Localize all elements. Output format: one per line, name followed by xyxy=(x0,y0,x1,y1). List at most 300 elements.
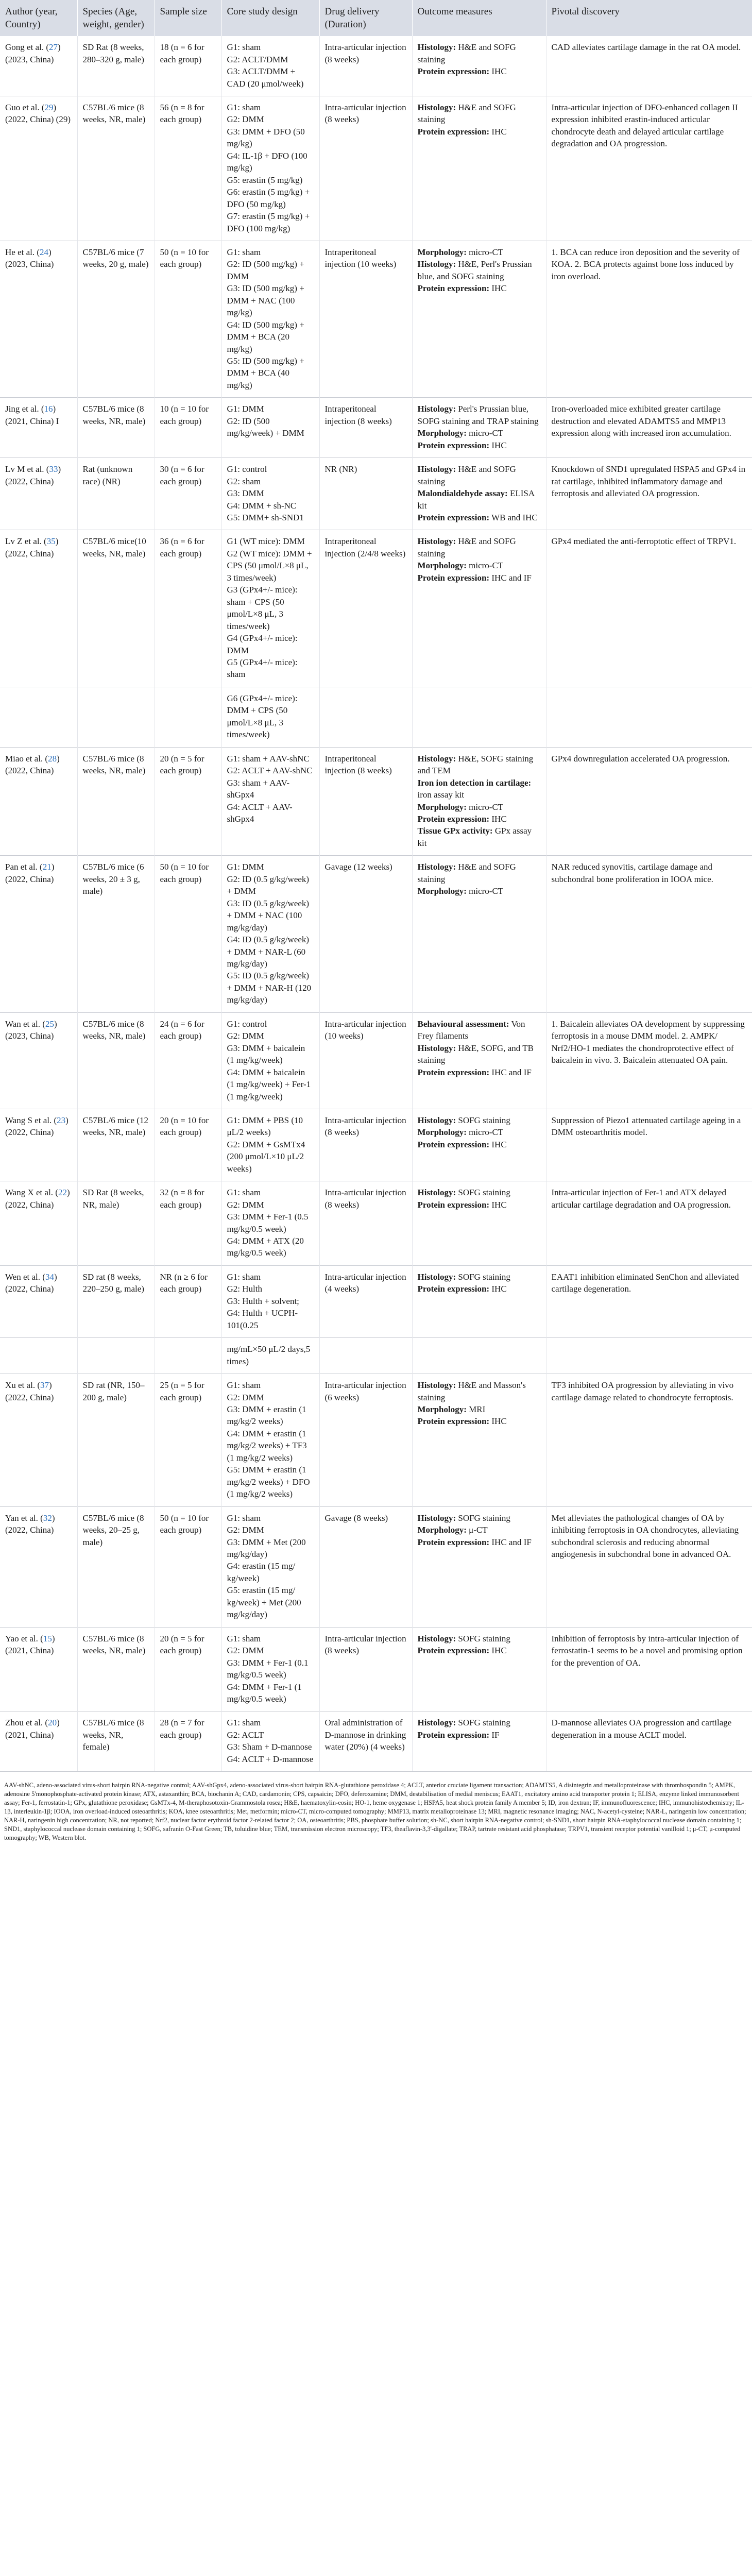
column-header: Drug delivery (Duration) xyxy=(319,0,412,36)
species-cell: C57BL/6 mice (8 weeks, NR, male) xyxy=(77,96,155,241)
outcome-method: IHC xyxy=(489,1646,507,1656)
sample-size-cell: 50 (n = 10 for each group) xyxy=(155,1506,221,1627)
outcome-label: Malondialdehyde assay: xyxy=(417,488,508,499)
column-header: Author (year, Country) xyxy=(0,0,77,36)
outcome-measures-cell xyxy=(412,1338,546,1374)
outcome-measures-cell xyxy=(412,747,546,856)
author-cell xyxy=(0,36,77,96)
outcome-method: micro-CT xyxy=(466,428,504,438)
outcome-measures-cell xyxy=(412,1711,546,1771)
design-group: G3: Sham + D-mannose xyxy=(227,1742,312,1752)
species-cell: C57BL/6 mice (8 weeks, NR, male) xyxy=(77,1012,155,1109)
outcome-label: Histology: xyxy=(417,404,456,414)
sample-size-cell xyxy=(155,687,221,747)
outcome-item xyxy=(418,1283,541,1295)
table-row xyxy=(0,747,752,856)
pivotal-discovery-cell: Met alleviates the pathological changes of OA by inhibiting ferroptosis in OA chondrocytes, alleviating subchondral sclerosis and reducing abnormal angiogenesis in subchondral bone in advanced OA. xyxy=(546,1506,752,1627)
design-group: G2: DMM xyxy=(227,1031,264,1041)
species-cell: C57BL/6 mice (8 weeks, NR, female) xyxy=(77,1711,155,1771)
pivotal-discovery-cell: EAAT1 inhibition eliminated SenChon and alleviated cartilage degeneration. xyxy=(546,1265,752,1337)
table-row xyxy=(0,1506,752,1627)
column-header: Outcome measures xyxy=(412,0,546,36)
outcome-measures-cell xyxy=(412,687,546,747)
design-group: G3 (GPx4+/- mice): sham + CPS (50 μmol/L×8 μL, 3 times/week) xyxy=(227,585,298,631)
outcome-label: Tissue GPx activity: xyxy=(417,826,493,836)
design-group: G7: erastin (5 mg/kg) + DFO (100 mg/kg) xyxy=(227,211,310,233)
pivotal-discovery-cell: Knockdown of SND1 upregulated HSPA5 and GPx4 in rat cartilage, inhibited inflammatory damage and ferroptosis and alleviated OA progression. xyxy=(546,458,752,530)
pivotal-discovery-cell: GPx4 mediated the anti-ferroptotic effect of TRPV1. xyxy=(546,530,752,687)
reference-link[interactable]: 32 xyxy=(43,1513,52,1523)
outcome-item xyxy=(418,1524,541,1536)
design-group: G5: erastin (5 mg/kg) xyxy=(227,175,303,185)
outcome-label: Protein expression: xyxy=(417,283,490,294)
author-cell xyxy=(0,687,77,747)
author-name: Lv M et al. ( xyxy=(5,464,49,474)
author-cell xyxy=(0,398,77,458)
outcome-label: Histology: xyxy=(417,1513,456,1523)
outcome-item xyxy=(418,1066,541,1078)
outcome-item xyxy=(418,65,541,77)
table-footnote: AAV-shNC, adeno-associated virus-short hairpin RNA-negative control; AAV-shGpx4, adeno-associated virus-short hairpin RNA-glutathione peroxidase 4; ACLT, anterior cruciate ligament transaction; ADAMTS5, A disintegrin and metalloproteinase with thrombospondin 5; AMPK, adenosine 5'monophosphate-activated protein kinase; ATX, astaxanthin; BCA, biochanin A; CAD, cardamonin; CPS, capsaicin; DFO, deferoxamine; DMM, destabilisation of medial meniscus; EAAT1, excitatory amino acid transporter protein 1; ELISA, enzyme linked immunosorbent assay; Fer-1, ferrostatin-1; GPx, glutathione peroxidase; GsMTx-4, M-theraphosotoxin-Grammostola rosea; H&E, haematoxylin-eosin; HO-1, heme oxygenase 1; HSPA5, heat shock protein family A member 5; ID, iron dextran; IF, immunofluorescence; IHC, immunohistochemistry; IL-1β, interleukin-1β; IOOA, iron overload-induced osteoarthritis; KOA, knee osteoarthritis; Met, metformin; micro-CT, micro-computed tomography; MMP13, matrix metalloproteinase 13; MRI, magnetic resonance imaging; NAC, N-acetyl-cysteine; NAR-L, naringenin low concentration; NAR-H, naringenin high concentration; NR, not reported; Nrf2, nuclear factor erythroid factor 2-related factor 2; OA, osteoarthritis; PBS, phosphate buffer solution; sh-NC, short hairpin RNA-negative control; sh-SND1, short hairpin RNA-staphylococcal nuclease domain containing 1; SND1, staphylococcal nuclease domain containing 1; SOFG, safranin O-Fast Green; TB, toluidine blue; TEM, transmission electron microscopy; TF3, theaflavin-3,3'-digallate; TRAP, tartrate resistant acid phosphatase; TRPV1, transient receptor potential vanilloid 1; μ-CT, μ-computed tomography; WB, Western blot. xyxy=(0,1771,752,1848)
outcome-item xyxy=(418,41,541,65)
design-group: G3: DMM + Fer-1 (0.1 mg/kg/0.5 week) xyxy=(227,1657,309,1680)
table-row xyxy=(0,1627,752,1711)
outcome-item xyxy=(418,1717,541,1728)
species-cell: C57BL/6 mice (8 weeks, NR, male) xyxy=(77,398,155,458)
species-cell xyxy=(77,1338,155,1374)
reference-link[interactable]: 24 xyxy=(40,247,49,257)
author-name: Guo et al. ( xyxy=(5,102,45,112)
author-name: Zhou et al. ( xyxy=(5,1718,48,1728)
outcome-label: Histology: xyxy=(417,753,456,764)
design-group: G5: erastin (15 mg/ kg/week) + Met (200 mg/kg/day) xyxy=(227,1585,301,1620)
author-name: He et al. ( xyxy=(5,247,40,257)
outcome-method: micro-CT xyxy=(466,1127,504,1138)
pivotal-discovery-cell: Suppression of Piezo1 attenuated cartilage ageing in a DMM osteoarthritis model. xyxy=(546,1109,752,1181)
design-group: G4: ACLT + AAV-shGpx4 xyxy=(227,802,293,824)
drug-delivery-cell: Intra-articular injection (10 weeks) xyxy=(319,1012,412,1109)
design-group: G4: ACLT + D-mannose xyxy=(227,1754,314,1764)
pivotal-discovery-cell: TF3 inhibited OA progression by alleviating in vivo cartilage damage related to chondrocyte ferroptosis. xyxy=(546,1374,752,1507)
drug-delivery-cell: Intra-articular injection (8 weeks) xyxy=(319,1109,412,1181)
outcome-label: Histology: xyxy=(417,862,456,872)
design-group: G2: DMM xyxy=(227,1199,264,1210)
outcome-label: Morphology: xyxy=(417,1127,467,1138)
outcome-item xyxy=(418,801,541,813)
author-name: Xu et al. ( xyxy=(5,1380,40,1391)
design-group: G4: ID (500 mg/kg) + DMM + BCA (20 mg/kg) xyxy=(227,319,304,354)
outcome-item xyxy=(418,427,541,439)
outcome-method: Von Frey filaments xyxy=(417,1019,525,1041)
outcome-label: Morphology: xyxy=(417,428,467,438)
design-group: G2: ID (0.5 g/kg/week) + DMM xyxy=(227,874,310,896)
design-group: G1: control xyxy=(227,1019,267,1029)
author-year-country: ) (2021, China) xyxy=(5,1718,60,1740)
author-cell xyxy=(0,747,77,856)
reference-link[interactable]: 34 xyxy=(45,1272,54,1282)
design-group: G2: DMM + GsMTx4 (200 μmol/L×10 μL/2 weeks) xyxy=(227,1139,305,1174)
species-cell: C57BL/6 mice (12 weeks, NR, male) xyxy=(77,1109,155,1181)
outcome-item xyxy=(418,1536,541,1548)
outcome-method: micro-CT xyxy=(466,247,504,257)
outcome-item xyxy=(418,885,541,897)
outcome-item xyxy=(418,1187,541,1198)
author-name: Yan et al. ( xyxy=(5,1513,43,1523)
outcome-label: Protein expression: xyxy=(417,814,490,824)
outcome-label: Morphology: xyxy=(417,561,467,571)
outcome-method: WB and IHC xyxy=(489,513,538,523)
outcome-item xyxy=(418,1403,541,1415)
author-cell xyxy=(0,1374,77,1507)
sample-size-cell: 50 (n = 10 for each group) xyxy=(155,241,221,397)
design-group: G3: DMM + erastin (1 mg/kg/2 weeks) xyxy=(227,1404,306,1427)
species-cell: SD Rat (8 weeks, 280–320 g, male) xyxy=(77,36,155,96)
reference-link[interactable]: 23 xyxy=(57,1115,66,1125)
study-design-cell xyxy=(221,36,319,96)
author-cell xyxy=(0,1012,77,1109)
outcome-method: ELISA kit xyxy=(417,488,535,511)
sample-size-cell: 10 (n = 10 for each group) xyxy=(155,398,221,458)
design-group: G5: DMM + erastin (1 mg/kg/2 weeks) + DFO (1 mg/kg/2 weeks) xyxy=(227,1465,310,1499)
outcome-item xyxy=(418,825,541,849)
author-year-country: ) (2022, China) xyxy=(5,536,59,558)
drug-delivery-cell: Intra-articular injection (8 weeks) xyxy=(319,96,412,241)
outcome-method: SOFG staining xyxy=(456,1188,510,1198)
drug-delivery-cell: Intra-articular injection (8 weeks) xyxy=(319,1627,412,1711)
table-row xyxy=(0,458,752,530)
outcome-method: IHC xyxy=(489,1284,507,1294)
author-cell xyxy=(0,1181,77,1266)
outcome-label: Histology: xyxy=(417,1380,456,1391)
design-group: G3: ID (500 mg/kg) + DMM + NAC (100 mg/kg) xyxy=(227,283,304,318)
reference-link[interactable]: 20 xyxy=(48,1718,57,1728)
study-design-cell xyxy=(221,687,319,747)
design-group: G2: ACLT xyxy=(227,1730,264,1740)
sample-size-cell: 30 (n = 6 for each group) xyxy=(155,458,221,530)
outcome-label: Protein expression: xyxy=(417,1646,490,1656)
design-group: G4: Hulth + UCPH-101(0.25 xyxy=(227,1308,298,1330)
outcome-method: IHC xyxy=(489,814,507,824)
reference-link[interactable]: 22 xyxy=(58,1188,67,1198)
outcome-measures-cell xyxy=(412,398,546,458)
table-row xyxy=(0,856,752,1012)
design-group: G3: ID (0.5 g/kg/week) + DMM + NAC (100 mg/kg/day) xyxy=(227,898,310,933)
outcome-label: Protein expression: xyxy=(417,66,490,77)
author-name: Wang X et al. ( xyxy=(5,1188,58,1198)
outcome-measures-cell xyxy=(412,241,546,397)
outcome-label: Histology: xyxy=(417,42,456,53)
species-cell: Rat (unknown race) (NR) xyxy=(77,458,155,530)
outcome-label: Protein expression: xyxy=(417,1730,490,1740)
design-group: G1: sham xyxy=(227,1380,261,1391)
outcome-label: Histology: xyxy=(417,536,456,547)
design-group: G4 (GPx4+/- mice): DMM xyxy=(227,633,298,655)
outcome-item xyxy=(418,487,541,512)
drug-delivery-cell xyxy=(319,1338,412,1374)
design-group: G1 (WT mice): DMM xyxy=(227,536,305,547)
outcome-method: GPx assay kit xyxy=(417,826,532,848)
outcome-method: IHC and IF xyxy=(489,572,532,583)
outcome-label: Protein expression: xyxy=(417,513,490,523)
author-name: Wan et al. ( xyxy=(5,1019,45,1029)
pivotal-discovery-cell: 1. BCA can reduce iron deposition and the severity of KOA. 2. BCA protects against bone loss induced by iron overload. xyxy=(546,241,752,397)
study-design-cell xyxy=(221,747,319,856)
outcome-method: H&E and SOFG staining xyxy=(417,42,516,64)
design-group: G1: sham xyxy=(227,102,261,112)
design-group: G3: DMM + Fer-1 (0.5 mg/kg/0.5 week) xyxy=(227,1212,309,1234)
outcome-method: IHC and IF xyxy=(489,1537,532,1547)
design-group: G3: DMM + DFO (50 mg/kg) xyxy=(227,126,305,149)
design-group: G6: erastin (5 mg/kg) + DFO (50 mg/kg) xyxy=(227,187,310,209)
species-cell: SD Rat (8 weeks, NR, male) xyxy=(77,1181,155,1266)
drug-delivery-cell: Intraperitoneal injection (2/4/8 weeks) xyxy=(319,530,412,687)
outcome-method: H&E and SOFG staining xyxy=(417,862,516,884)
outcome-method: H&E, Perl's Prussian blue, and SOFG staining xyxy=(417,259,532,281)
design-group: G2: DMM xyxy=(227,1646,264,1656)
author-year-country: ) (2022, China) xyxy=(5,464,61,486)
author-year-country: ) (2022, China) xyxy=(5,1188,70,1210)
outcome-method: micro-CT xyxy=(466,561,504,571)
pivotal-discovery-cell: D-mannose alleviates OA progression and cartilage degeneration in a mouse ACLT model. xyxy=(546,1711,752,1771)
outcome-label: Histology: xyxy=(417,259,456,269)
author-cell xyxy=(0,1627,77,1711)
outcome-method: IHC and IF xyxy=(489,1067,532,1077)
design-group: G2: ACLT + AAV-shNC xyxy=(227,766,313,776)
design-group: G5 (GPx4+/- mice): sham xyxy=(227,657,298,680)
author-year-country: ) (2022, China) xyxy=(5,1513,55,1535)
column-header: Core study design xyxy=(221,0,319,36)
reference-link[interactable]: 25 xyxy=(45,1019,54,1029)
species-cell: C57BL/6 mice (8 weeks, NR, male) xyxy=(77,1627,155,1711)
sample-size-cell: 24 (n = 6 for each group) xyxy=(155,1012,221,1109)
column-header: Pivotal discovery xyxy=(546,0,752,36)
sample-size-cell xyxy=(155,1338,221,1374)
species-cell xyxy=(77,687,155,747)
outcome-measures-cell xyxy=(412,856,546,1012)
outcome-label: Histology: xyxy=(417,1633,456,1643)
outcome-label: Protein expression: xyxy=(417,1284,490,1294)
outcome-method: Perl's Prussian blue, SOFG staining and TRAP staining xyxy=(417,404,539,426)
table-row xyxy=(0,1181,752,1266)
design-group: G1: sham xyxy=(227,1633,261,1643)
design-group: G4: DMM + Fer-1 (1 mg/kg/0.5 week) xyxy=(227,1682,302,1704)
drug-delivery-cell: Intra-articular injection (4 weeks) xyxy=(319,1265,412,1337)
reference-link[interactable]: 15 xyxy=(43,1633,52,1643)
outcome-method: IHC xyxy=(489,1139,507,1149)
study-design-cell xyxy=(221,458,319,530)
drug-delivery-cell: Intra-articular injection (8 weeks) xyxy=(319,1181,412,1266)
pivotal-discovery-cell xyxy=(546,1338,752,1374)
design-group: G1: DMM xyxy=(227,404,264,414)
design-group: G1: sham xyxy=(227,247,261,257)
outcome-item xyxy=(418,463,541,487)
study-design-cell xyxy=(221,1012,319,1109)
author-cell xyxy=(0,1506,77,1627)
study-design-cell xyxy=(221,1711,319,1771)
outcome-method: SOFG staining xyxy=(456,1272,510,1282)
design-group: G2: DMM xyxy=(227,1392,264,1402)
column-header: Sample size xyxy=(155,0,221,36)
outcome-item xyxy=(418,282,541,294)
design-group: G4: IL-1β + DFO (100 mg/kg) xyxy=(227,150,307,173)
drug-delivery-cell: Gavage (8 weeks) xyxy=(319,1506,412,1627)
outcome-item xyxy=(418,1199,541,1211)
table-row xyxy=(0,1711,752,1771)
outcome-item xyxy=(418,258,541,282)
reference-link[interactable]: 27 xyxy=(48,42,58,53)
sample-size-cell: 20 (n = 5 for each group) xyxy=(155,747,221,856)
outcome-label: Protein expression: xyxy=(417,126,490,137)
outcome-method: IHC xyxy=(489,1416,507,1427)
pivotal-discovery-cell: 1. Baicalein alleviates OA development by suppressing ferroptosis in a mouse DMM model. 2. AMPK/ Nrf2/HO-1 mediates the chondroprotective effect of baicalein in vivo. 3. Baicalein attenuated OA pain. xyxy=(546,1012,752,1109)
reference-link[interactable]: 29 xyxy=(44,102,54,112)
study-design-cell xyxy=(221,1627,319,1711)
outcome-method: SOFG staining xyxy=(456,1115,510,1125)
sample-size-cell: 32 (n = 8 for each group) xyxy=(155,1181,221,1266)
sample-size-cell: 18 (n = 6 for each group) xyxy=(155,36,221,96)
design-group: G2: DMM xyxy=(227,114,264,125)
study-design-cell xyxy=(221,241,319,397)
design-group: G1: control xyxy=(227,464,267,474)
outcome-method: IHC xyxy=(489,440,507,450)
reference-link[interactable]: 16 xyxy=(44,404,53,414)
reference-link[interactable]: 21 xyxy=(42,862,52,872)
sample-size-cell: 25 (n = 5 for each group) xyxy=(155,1374,221,1507)
outcome-item xyxy=(418,512,541,523)
author-name: Jing et al. ( xyxy=(5,404,44,414)
table-row xyxy=(0,241,752,397)
design-group: G3: sham + AAV-shGpx4 xyxy=(227,777,290,800)
table-row xyxy=(0,1012,752,1109)
reference-link[interactable]: 37 xyxy=(40,1380,49,1391)
outcome-label: Protein expression: xyxy=(417,572,490,583)
design-group: G2: ID (500 mg/kg/week) + DMM xyxy=(227,416,304,438)
design-group: G2 (WT mice): DMM + CPS (50 μmol/L×8 μL, 3 times/week) xyxy=(227,548,312,583)
drug-delivery-cell: Oral administration of D-mannose in drinking water (20%) (4 weeks) xyxy=(319,1711,412,1771)
author-name: Wang S et al. ( xyxy=(5,1115,57,1125)
outcome-item xyxy=(418,1379,541,1403)
sample-size-cell: 56 (n = 8 for each group) xyxy=(155,96,221,241)
pivotal-discovery-cell: Intra-articular injection of DFO-enhanced collagen II expression inhibited erastin-induced articular chondrocyte death and delayed articular cartilage degradation and OA progression. xyxy=(546,96,752,241)
author-year-country: ) (2022, China) (29) xyxy=(5,102,71,125)
outcome-method: micro-CT xyxy=(466,802,504,812)
outcome-item xyxy=(418,126,541,138)
table-row xyxy=(0,687,752,747)
outcome-item xyxy=(418,753,541,777)
sample-size-cell: 36 (n = 6 for each group) xyxy=(155,530,221,687)
study-design-cell xyxy=(221,1181,319,1266)
design-group: G4: erastin (15 mg/ kg/week) xyxy=(227,1561,296,1583)
author-year-country: ) (2022, China) xyxy=(5,1272,57,1294)
outcome-method: H&E and SOFG staining xyxy=(417,536,516,558)
reference-link[interactable]: 33 xyxy=(49,464,58,474)
design-group: G2: DMM xyxy=(227,1525,264,1535)
outcome-item xyxy=(418,861,541,885)
design-group: G6 (GPx4+/- mice): DMM + CPS (50 μmol/L×8 μL, 3 times/week) xyxy=(227,693,298,740)
outcome-method: IHC xyxy=(489,66,507,77)
sample-size-cell: NR (n ≥ 6 for each group) xyxy=(155,1265,221,1337)
outcome-method: SOFG staining xyxy=(456,1633,510,1643)
table-row xyxy=(0,1374,752,1507)
pivotal-discovery-cell xyxy=(546,687,752,747)
design-group: G2: ID (500 mg/kg) + DMM xyxy=(227,259,304,281)
author-cell xyxy=(0,856,77,1012)
outcome-item xyxy=(418,1271,541,1283)
outcome-method: μ-CT xyxy=(466,1525,488,1535)
author-year-country: ) (2022, China) xyxy=(5,753,60,776)
design-group: G1: sham xyxy=(227,42,261,53)
outcome-method: H&E, SOFG, and TB staining xyxy=(417,1043,534,1065)
study-design-cell xyxy=(221,1265,319,1337)
outcome-item xyxy=(418,535,541,560)
outcome-label: Histology: xyxy=(417,1188,456,1198)
outcome-measures-cell xyxy=(412,36,546,96)
sample-size-cell: 20 (n = 5 for each group) xyxy=(155,1627,221,1711)
outcome-item xyxy=(418,777,541,801)
outcome-measures-cell xyxy=(412,1265,546,1337)
study-design-cell xyxy=(221,1374,319,1507)
outcome-label: Morphology: xyxy=(417,1404,467,1415)
reference-link[interactable]: 28 xyxy=(48,753,57,764)
species-cell: C57BL/6 mice(10 weeks, NR, male) xyxy=(77,530,155,687)
table-body xyxy=(0,36,752,1771)
outcome-measures-cell xyxy=(412,530,546,687)
table-row xyxy=(0,398,752,458)
species-cell: C57BL/6 mice (6 weeks, 20 ± 3 g, male) xyxy=(77,856,155,1012)
author-cell xyxy=(0,96,77,241)
author-cell xyxy=(0,458,77,530)
outcome-label: Morphology: xyxy=(417,1525,467,1535)
author-year-country: ) (2021, China) I xyxy=(5,404,59,426)
design-group: G4: DMM + erastin (1 mg/kg/2 weeks) + TF3 (1 mg/kg/2 weeks) xyxy=(227,1428,307,1463)
reference-link[interactable]: 35 xyxy=(46,536,56,547)
outcome-label: Protein expression: xyxy=(417,1416,490,1427)
author-name: Gong et al. ( xyxy=(5,42,49,53)
table-header xyxy=(0,0,752,36)
outcome-item xyxy=(418,403,541,427)
column-header: Species (Age, weight, gender) xyxy=(77,0,155,36)
table-row xyxy=(0,96,752,241)
table-row xyxy=(0,1338,752,1374)
header-row xyxy=(0,0,752,36)
study-design-cell xyxy=(221,398,319,458)
outcome-label: Morphology: xyxy=(417,886,467,896)
sample-size-cell: 28 (n = 7 for each group) xyxy=(155,1711,221,1771)
design-group: G1: sham + AAV-shNC xyxy=(227,753,310,764)
author-name: Wen et al. ( xyxy=(5,1272,45,1282)
outcome-item xyxy=(418,1139,541,1150)
drug-delivery-cell: Intra-articular injection (6 weeks) xyxy=(319,1374,412,1507)
author-year-country: ) (2021, China) xyxy=(5,1633,55,1656)
sample-size-cell: 20 (n = 10 for each group) xyxy=(155,1109,221,1181)
outcome-item xyxy=(418,1018,541,1042)
author-cell xyxy=(0,241,77,397)
design-group: G3: ACLT/DMM + CAD (20 μmol/week) xyxy=(227,66,304,89)
table-row xyxy=(0,530,752,687)
author-year-country: ) (2023, China) xyxy=(5,1019,57,1041)
outcome-label: Iron ion detection in cartilage: xyxy=(417,777,532,788)
outcome-method: MRI xyxy=(466,1404,486,1415)
design-group: G1: sham xyxy=(227,1188,261,1198)
author-name: Lv Z et al. ( xyxy=(5,536,47,547)
design-group: G3: Hulth + solvent; xyxy=(227,1296,299,1306)
outcome-method: SOFG staining xyxy=(456,1513,510,1523)
author-cell xyxy=(0,1109,77,1181)
outcome-label: Histology: xyxy=(417,1718,456,1728)
study-design-cell xyxy=(221,1338,319,1374)
outcome-label: Histology: xyxy=(417,1272,456,1282)
outcome-measures-cell xyxy=(412,1374,546,1507)
